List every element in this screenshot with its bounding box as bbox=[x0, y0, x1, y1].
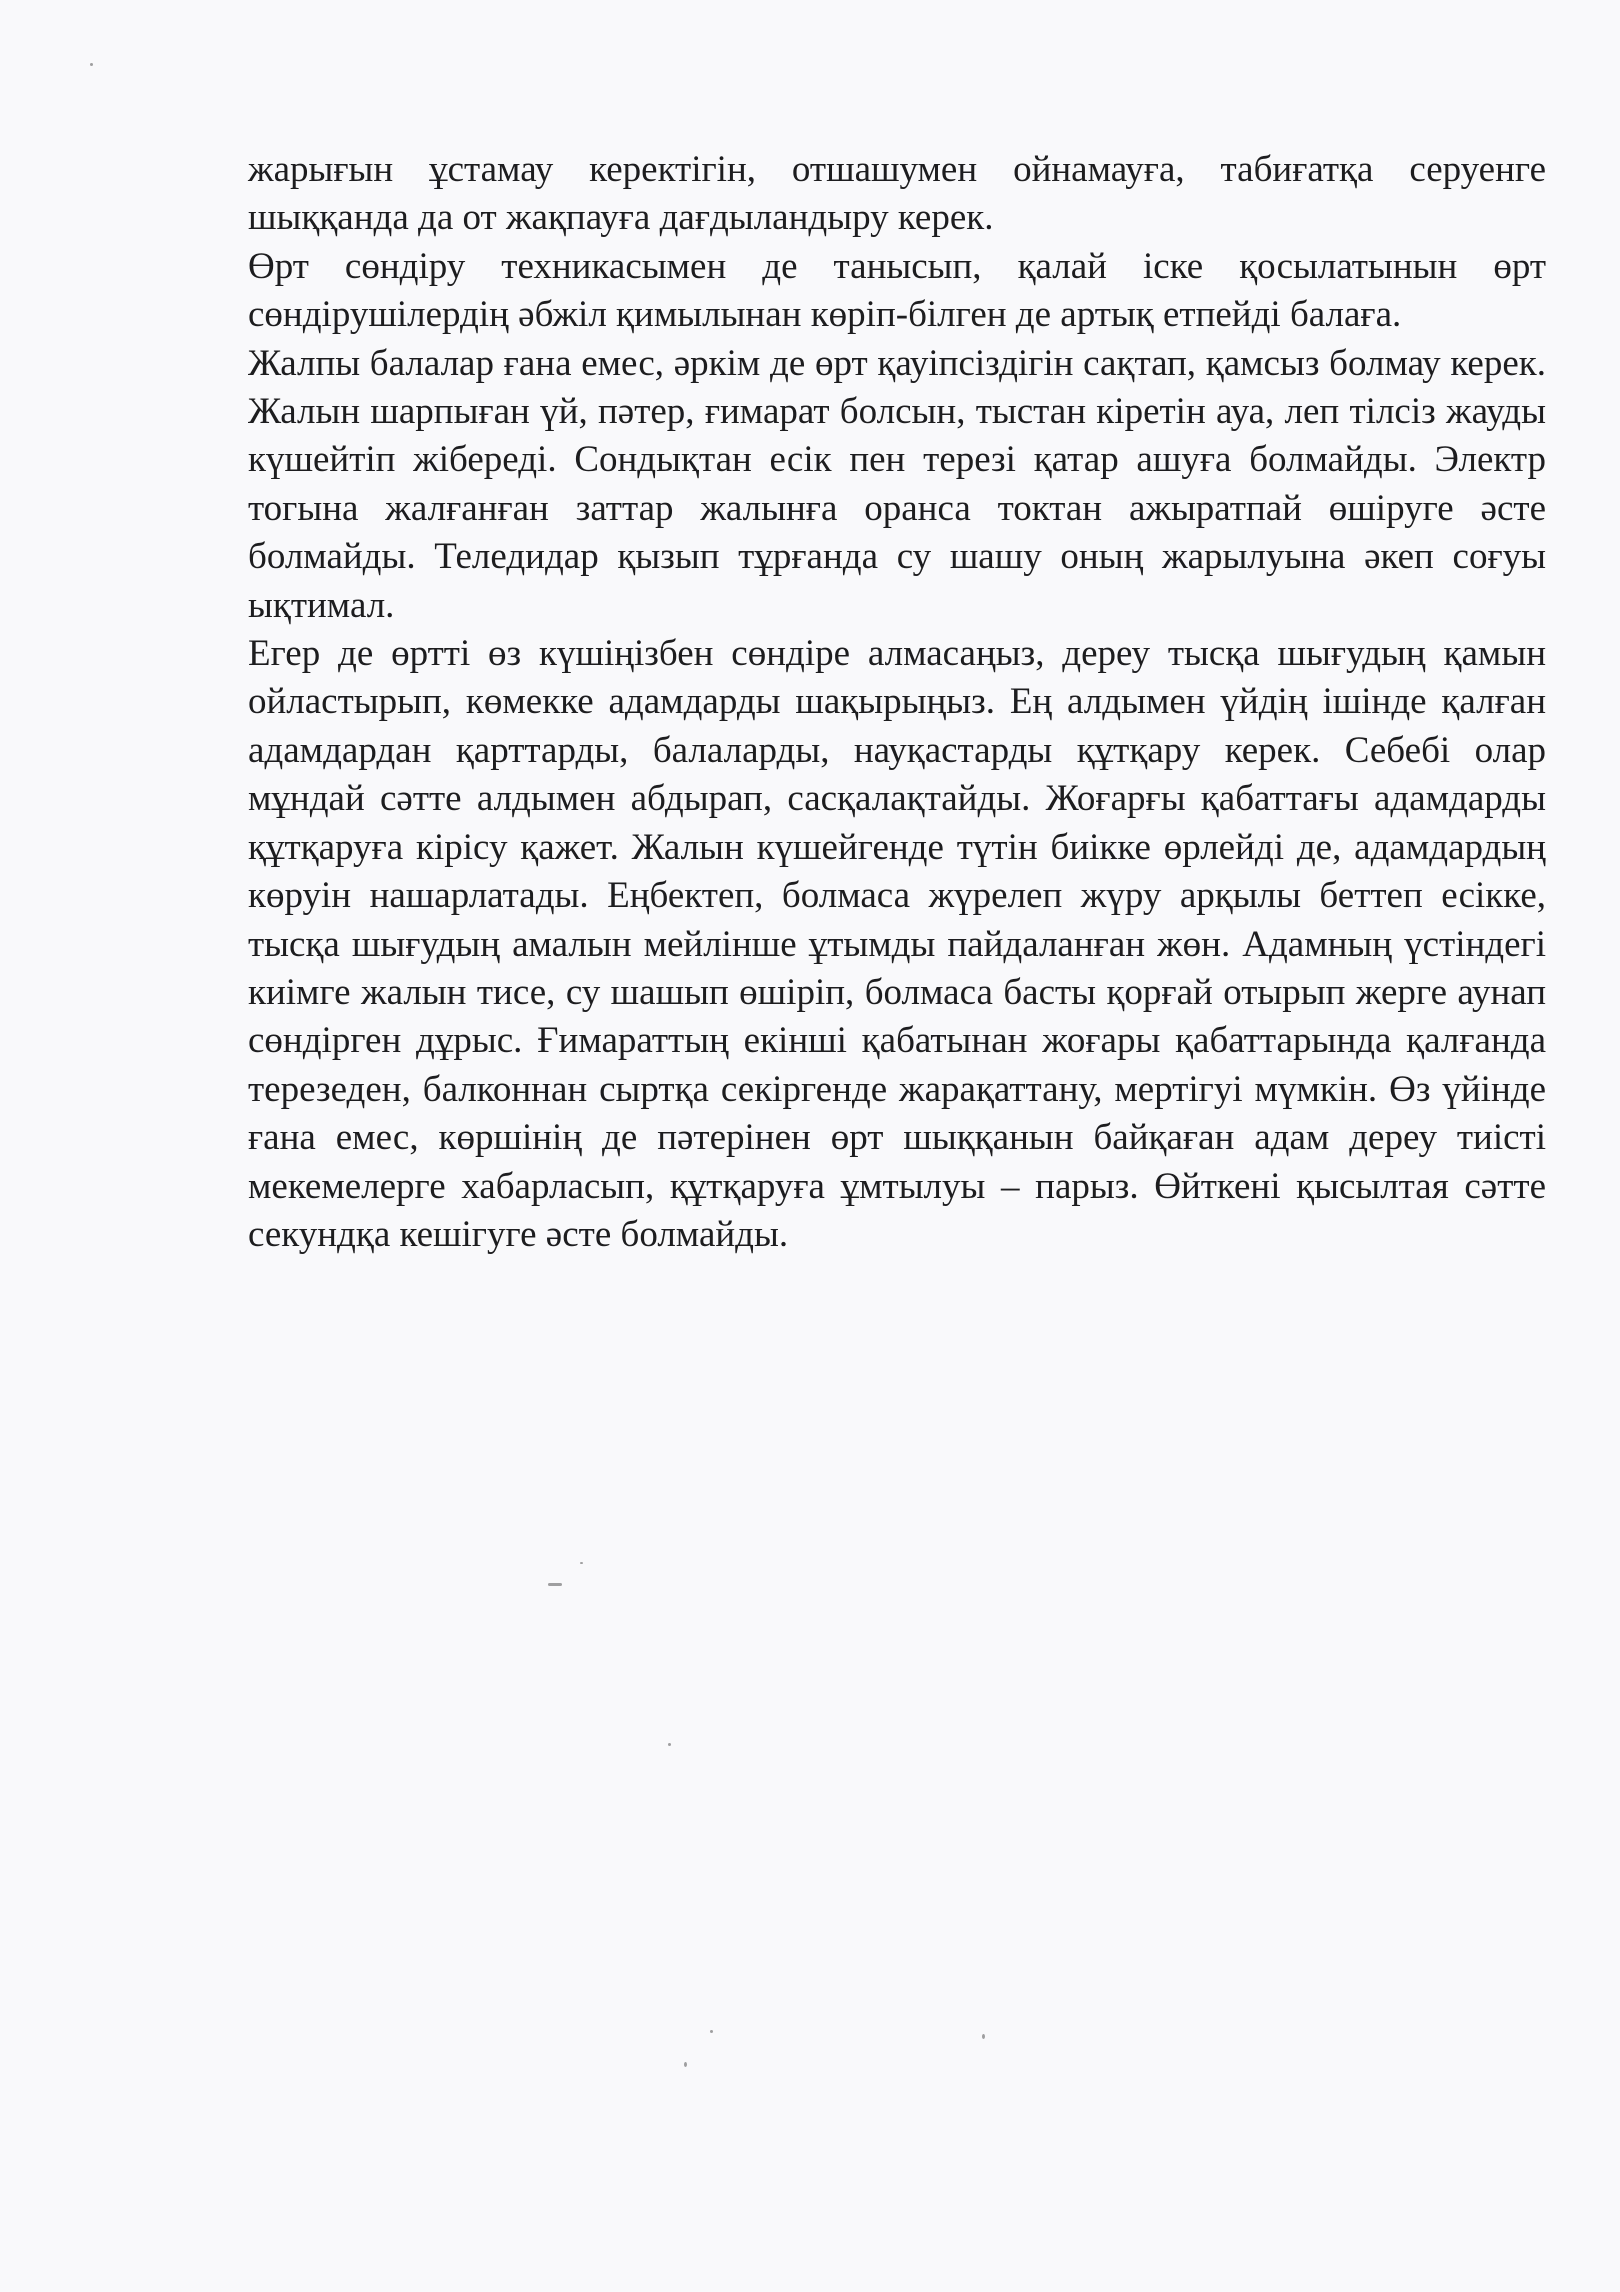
document-body bbox=[248, 146, 1546, 1259]
scan-speck bbox=[548, 1583, 562, 1586]
paragraph-1: жарығын ұстамау керектігін, отшашумен ойнамауға, табиғатқа серуенге шыққанда да от жақпауға дағдыландыру керек. bbox=[248, 149, 1546, 239]
scan-speck bbox=[710, 2030, 713, 2033]
paragraph-4: Егер де өртті өз күшіңізбен сөндіре алмасаңыз, дереу тысқа шығудың қамын ойластырып, көмекке адамдарды шақырыңыз. Ең алдымен үйдің ішінде қалған адамдардан қарттарды, балаларды, науқастарды құтқару керек. Себебі олар мұндай сәтте алдымен абдырап, сасқалақтайды. Жоғарғы қабаттағы адамдарды құтқаруға кірісу қажет. Жалын күшейгенде түтін биікке өрлейді де, адамдардың көруін нашарлатады. Еңбектеп, болмаса жүрелеп жүру арқылы беттеп есікке, тысқа шығудың амалын мейлінше ұтымды пайдаланған жөн. Адамның үстіндегі киімге жалын тисе, су шашып өшіріп, болмаса басты қорғай отырып жерге аунап сөндірген дұрыс. Ғимараттың екінші қабатынан жоғары қабаттарында қалғанда терезеден, балконнан сыртқа секіргенде жарақаттану, мертігуі мүмкін. Өз үйінде ғана емес, көршінің де пәтерінен өрт шыққанын байқаған адам дереу тиісті мекемелерге хабарласып, құтқаруға ұмтылуы – парыз. Өйткені қысылтая сәтте секундқа кешігуге әсте болмайды. bbox=[248, 633, 1546, 1255]
scan-speck bbox=[580, 1562, 583, 1564]
scan-speck bbox=[90, 63, 93, 66]
scan-speck bbox=[668, 1743, 671, 1746]
scan-speck bbox=[684, 2062, 687, 2067]
paragraph-2: Өрт сөндіру техникасымен де танысып, қалай іске қосылатынын өрт сөндірушілердің әбжіл қимылынан көріп-білген де артық етпейді балаға. bbox=[248, 245, 1546, 336]
scan-speck bbox=[982, 2034, 985, 2039]
paragraph-3: Жалпы балалар ғана емес, әркім де өрт қауіпсіздігін сақтап, қамсыз болмау керек. Жалын шарпыған үй, пәтер, ғимарат болсын, тыстан кіретін ауа, леп тілсіз жауды күшейтіп жібереді. Сондықтан есік пен терезі қатар ашуға болмайды. Электр тогына жалғанған заттар жалынға оранса токтан ажыратпай өшіруге әсте болмайды. Теледидар қызып тұрғанда су шашу оның жарылуына әкеп соғуы ықтимал. bbox=[248, 342, 1546, 626]
